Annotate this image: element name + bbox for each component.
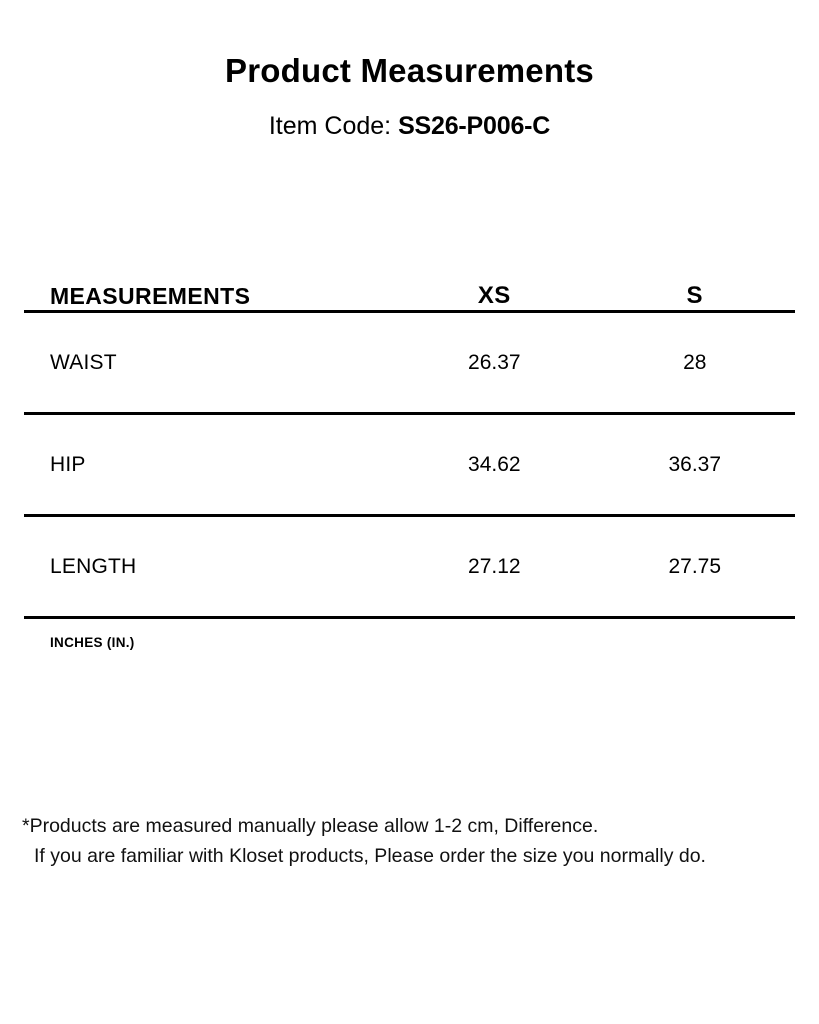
disclaimer-line-1: *Products are measured manually please allow 1-2 cm, Difference. — [22, 815, 599, 837]
table-row — [24, 414, 795, 516]
cell-hip-s: 36.37 — [595, 414, 795, 516]
measurements-table — [24, 282, 795, 616]
column-header-measurements: MEASUREMENTS — [50, 283, 251, 309]
row-label-length: LENGTH — [24, 516, 394, 617]
cell-waist-s: 28 — [595, 312, 795, 414]
disclaimer-notes — [22, 812, 802, 871]
units-label: INCHES (IN.) — [50, 635, 135, 650]
cell-length-xs: 27.12 — [394, 516, 594, 617]
row-label-hip: HIP — [24, 414, 394, 516]
disclaimer-line-2: If you are familiar with Kloset products, Please order the size you normally do. — [34, 844, 706, 867]
table-row — [24, 516, 795, 617]
row-label-waist: WAIST — [24, 312, 394, 414]
table-header-row — [24, 282, 795, 312]
cell-waist-xs: 26.37 — [394, 312, 594, 414]
column-header-s: S — [686, 282, 703, 309]
cell-hip-xs: 34.62 — [394, 414, 594, 516]
measurements-table-wrapper — [24, 282, 795, 650]
column-header-xs: XS — [477, 282, 511, 309]
cell-length-s: 27.75 — [595, 516, 795, 617]
item-code-label: Item Code: — [268, 112, 392, 140]
item-code-line — [0, 90, 819, 141]
item-code-value: SS26-P006-C — [398, 112, 551, 140]
page-title: Product Measurements — [225, 52, 594, 89]
table-row — [24, 312, 795, 414]
